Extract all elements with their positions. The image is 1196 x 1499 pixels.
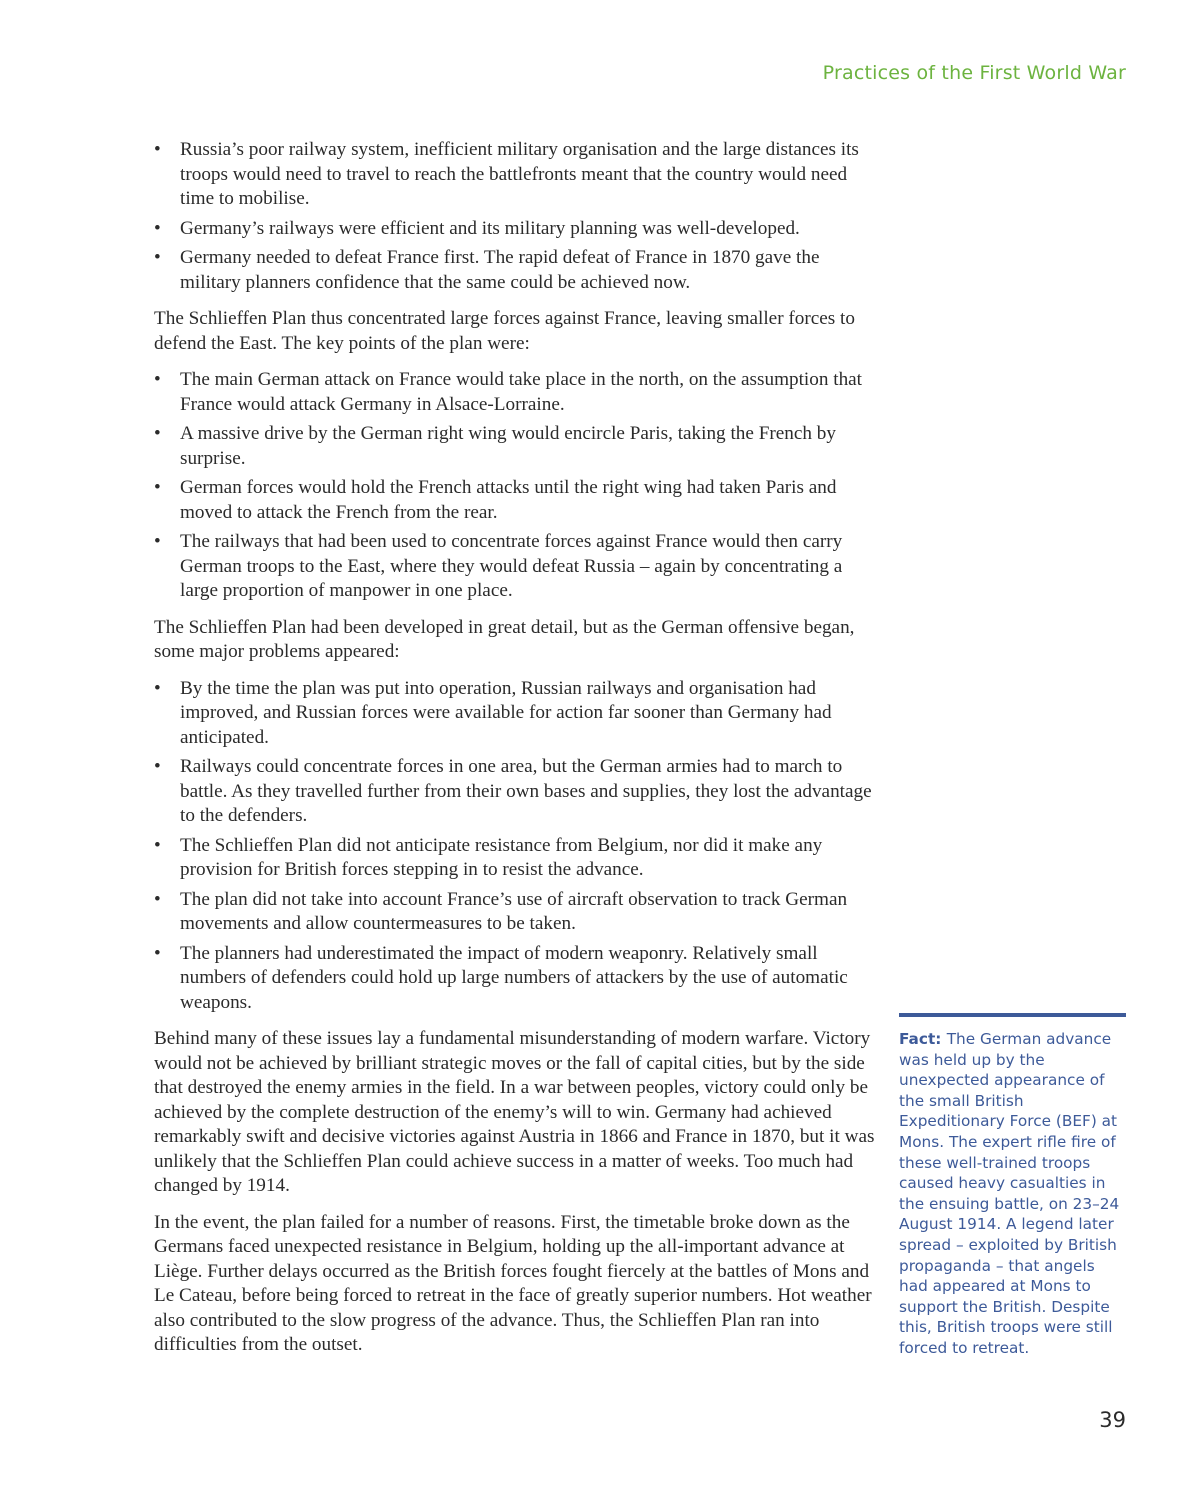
page-number: 39: [1099, 1408, 1126, 1432]
paragraph-plan-failure: In the event, the plan failed for a number of reasons. First, the timetable broke down as the Germans faced unexpected resistance in Belgium, holding up the all-important advance at Liège. Further delays occurred as the British forces fought fiercely at the battles of Mons and Le Cateau, before being forced to retreat in the face of greatly superior numbers. Hot weather also contributed to the slow progress of the advance. Thus, the Schlieffen Plan ran into difficulties from the outset.: [154, 1211, 872, 1355]
bullet-list-russia-germany: [154, 138, 876, 295]
list-item: • Germany’s railways were efficient and its military planning was well-developed.: [154, 217, 876, 242]
list-item: • German forces would hold the French attacks until the right wing had taken Paris and moved to attack the French from the rear.: [154, 476, 876, 525]
paragraph-plan-intro: The Schlieffen Plan thus concentrated large forces against France, leaving smaller forces to defend the East. The key points of the plan were:: [154, 308, 855, 354]
list-item: • The plan did not take into account France’s use of aircraft observation to track German movements and allow countermeasures to be taken.: [154, 888, 876, 937]
fact-sidebar: [899, 1013, 1126, 1359]
fact-label: Fact:: [899, 1030, 947, 1048]
bullet-list-key-points: [154, 368, 876, 604]
running-head-title: Practices of the First World War: [822, 62, 1126, 84]
list-item: • Railways could concentrate forces in one area, but the German armies had to march to battle. As they travelled further from their own bases and supplies, they lost the advantage to the defenders.: [154, 755, 876, 829]
main-text-column: [154, 138, 876, 1370]
list-item: • The main German attack on France would take place in the north, on the assumption that France would attack Germany in Alsace-Lorraine.: [154, 368, 876, 417]
fact-text: The German advance was held up by the unexpected appearance of the small British Expeditionary Force (BEF) at Mons. The expert rifle fire of these well-trained troops caused heavy casualties in the ensuing battle, on 23–24 August 1914. A legend later spread – exploited by British propaganda – that angels had appeared at Mons to support the British. Despite this, British troops were still forced to retreat.: [899, 1030, 1120, 1357]
list-item: • The planners had underestimated the impact of modern weaponry. Relatively small numbers of defenders could hold up large numbers of attackers by the use of automatic weapons.: [154, 942, 876, 1016]
paragraph-misunderstanding: Behind many of these issues lay a fundamental misunderstanding of modern warfare. Victory would not be achieved by brilliant strategic moves or the fall of capital cities, but by the side that destroyed the enemy armies in the field. In a war between peoples, victory could only be achieved by the complete destruction of the enemy’s will to win. Germany had achieved remarkably swift and decisive victories against Austria in 1866 and France in 1870, but it was unlikely that the Schlieffen Plan could achieve success in a matter of weeks. Too much had changed by 1914.: [154, 1028, 875, 1196]
list-item: • The railways that had been used to concentrate forces against France would then carry German troops to the East, where they would defeat Russia – again by concentrating a large proportion of manpower in one place.: [154, 530, 876, 604]
list-item: • Germany needed to defeat France first. The rapid defeat of France in 1870 gave the military planners confidence that the same could be achieved now.: [154, 246, 876, 295]
list-item: • The Schlieffen Plan did not anticipate resistance from Belgium, nor did it make any provision for British forces stepping in to resist the advance.: [154, 834, 876, 883]
list-item: • Russia’s poor railway system, inefficient military organisation and the large distances its troops would need to travel to reach the battlefronts meant that the country would need time to mobilise.: [154, 138, 876, 212]
bullet-list-problems: [154, 677, 876, 1016]
paragraph-problems-intro: The Schlieffen Plan had been developed in great detail, but as the German offensive began, some major problems appeared:: [154, 616, 855, 662]
list-item: • A massive drive by the German right wing would encircle Paris, taking the French by surprise.: [154, 422, 876, 471]
list-item: • By the time the plan was put into operation, Russian railways and organisation had improved, and Russian forces were available for action far sooner than Germany had anticipated.: [154, 677, 876, 751]
